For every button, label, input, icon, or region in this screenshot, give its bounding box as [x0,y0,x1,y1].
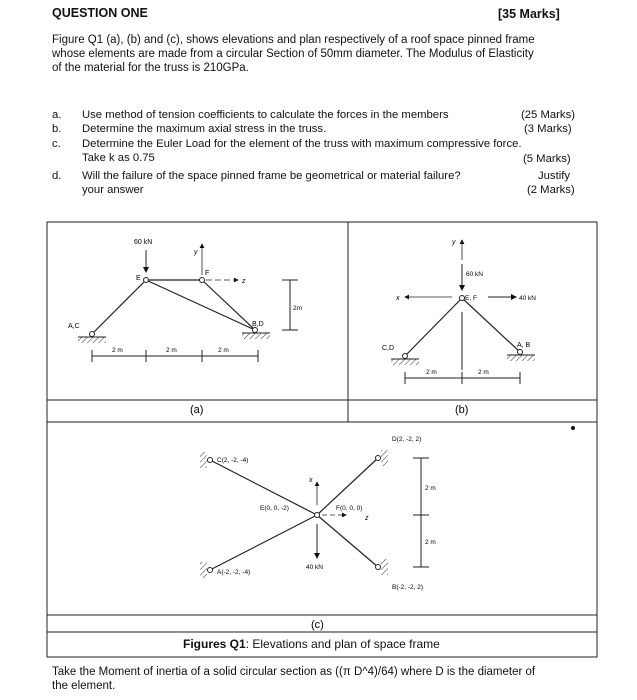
truss-members-c [210,458,378,570]
dim-label: 2 m [112,347,123,354]
axis-label: z [365,515,369,522]
load-label-c: 40 kN [306,564,323,571]
figure-frame [47,222,597,657]
question-text: Will the failure of the space pinned frame be geometrical or material failure? [82,170,461,182]
figure-title-rest: : Elevations and plan of space frame [245,637,440,651]
intro-line: of the material for the truss is 210GPa. [52,62,249,74]
support-label: B,D [252,321,264,328]
dim-label: 2 m [426,369,437,376]
support-hatch [381,450,388,466]
axis-label: x [396,295,400,302]
truss-members-a [92,280,255,334]
node-label: E(0, 0, -2) [260,505,289,512]
question-marks: (5 Marks) [523,153,571,165]
support-label: C,D [382,345,395,352]
dim-label: 2 m [425,539,436,546]
node-label: D(2, -2, 2) [392,436,422,443]
question-text: Determine the Euler Load for the element of the truss with maximum compressive force. [82,138,522,150]
support-hatch [200,452,207,468]
question-text: Determine the maximum axial stress in the truss. [82,123,327,135]
question-marks: (25 Marks) [521,109,575,121]
question-text-right: Justify [538,170,571,182]
node-label: A(-2, -2, -4) [217,569,251,576]
load-label-b: 60 kN [466,271,483,278]
dim-label: 2 m [425,485,436,492]
total-marks: [35 Marks] [498,7,560,21]
axis-label: z [242,278,246,285]
panel-a [68,239,302,362]
load-label-b2: 40 kN [519,295,536,302]
question-title: QUESTION ONE [52,6,148,20]
dim-label: 2 m [478,369,489,376]
support-hatch-right [242,333,270,339]
node-label: E, F [465,295,477,302]
dim-label: 2m [293,305,303,312]
dim-label: 2 m [166,347,177,354]
support-hatch [200,562,207,578]
intro-line: whose elements are made from a circular Section of 50mm diameter. The Modulus of Elasticity [52,48,534,60]
footnote-line: the element. [52,680,116,692]
question-text-cont: your answer [82,184,144,196]
node-label: C(2, -2, -4) [217,457,249,464]
footnote [52,665,612,693]
support-hatch-left [78,337,106,343]
caption-a: (a) [190,404,204,416]
node-label: B(-2, -2, 2) [392,584,424,591]
caption-b: (b) [455,404,469,416]
node-label: F(0, 0, 0) [336,505,363,512]
support-label: A,C [68,323,80,330]
question-letter: b. [52,123,62,135]
dim-label: 2 m [218,347,229,354]
question-marks: (2 Marks) [527,184,575,196]
question-marks: (3 Marks) [524,123,572,135]
dim-horizontal-b [405,372,520,384]
question-letter: c. [52,138,61,150]
panel-b [382,239,536,384]
question-letter: d. [52,170,62,182]
question-text-cont: Take k as 0.75 [82,152,155,164]
support-hatch [381,559,388,575]
axis-label: x [309,477,313,484]
question-letter: a. [52,109,62,121]
node-label: E [136,275,141,282]
intro-line: Figure Q1 (a), (b) and (c), shows elevations and plan respectively of a roof space pinned frame [52,34,535,46]
load-label-a: 60 kN [134,239,153,246]
footnote-line: Take the Moment of inertia of a solid circular section as ((π D^4)/64) where D is the diameter of [52,666,536,678]
panel-c [200,426,575,591]
support-hatch-left [391,359,419,365]
support-label: A, B [517,342,531,349]
node-label: F [205,270,210,277]
axis-label: y [194,249,198,256]
dim-vertical-c [413,458,429,567]
question-text: Use method of tension coefficients to calculate the forces in the members [82,109,449,121]
caption-c: (c) [311,619,324,631]
figure-title-bold: Figures Q1 [183,637,246,651]
marker-dot [571,426,575,430]
axis-label: y [452,239,456,246]
support-hatch-right [507,355,535,361]
pin-nodes-a [90,278,258,337]
figure-title [183,637,440,651]
